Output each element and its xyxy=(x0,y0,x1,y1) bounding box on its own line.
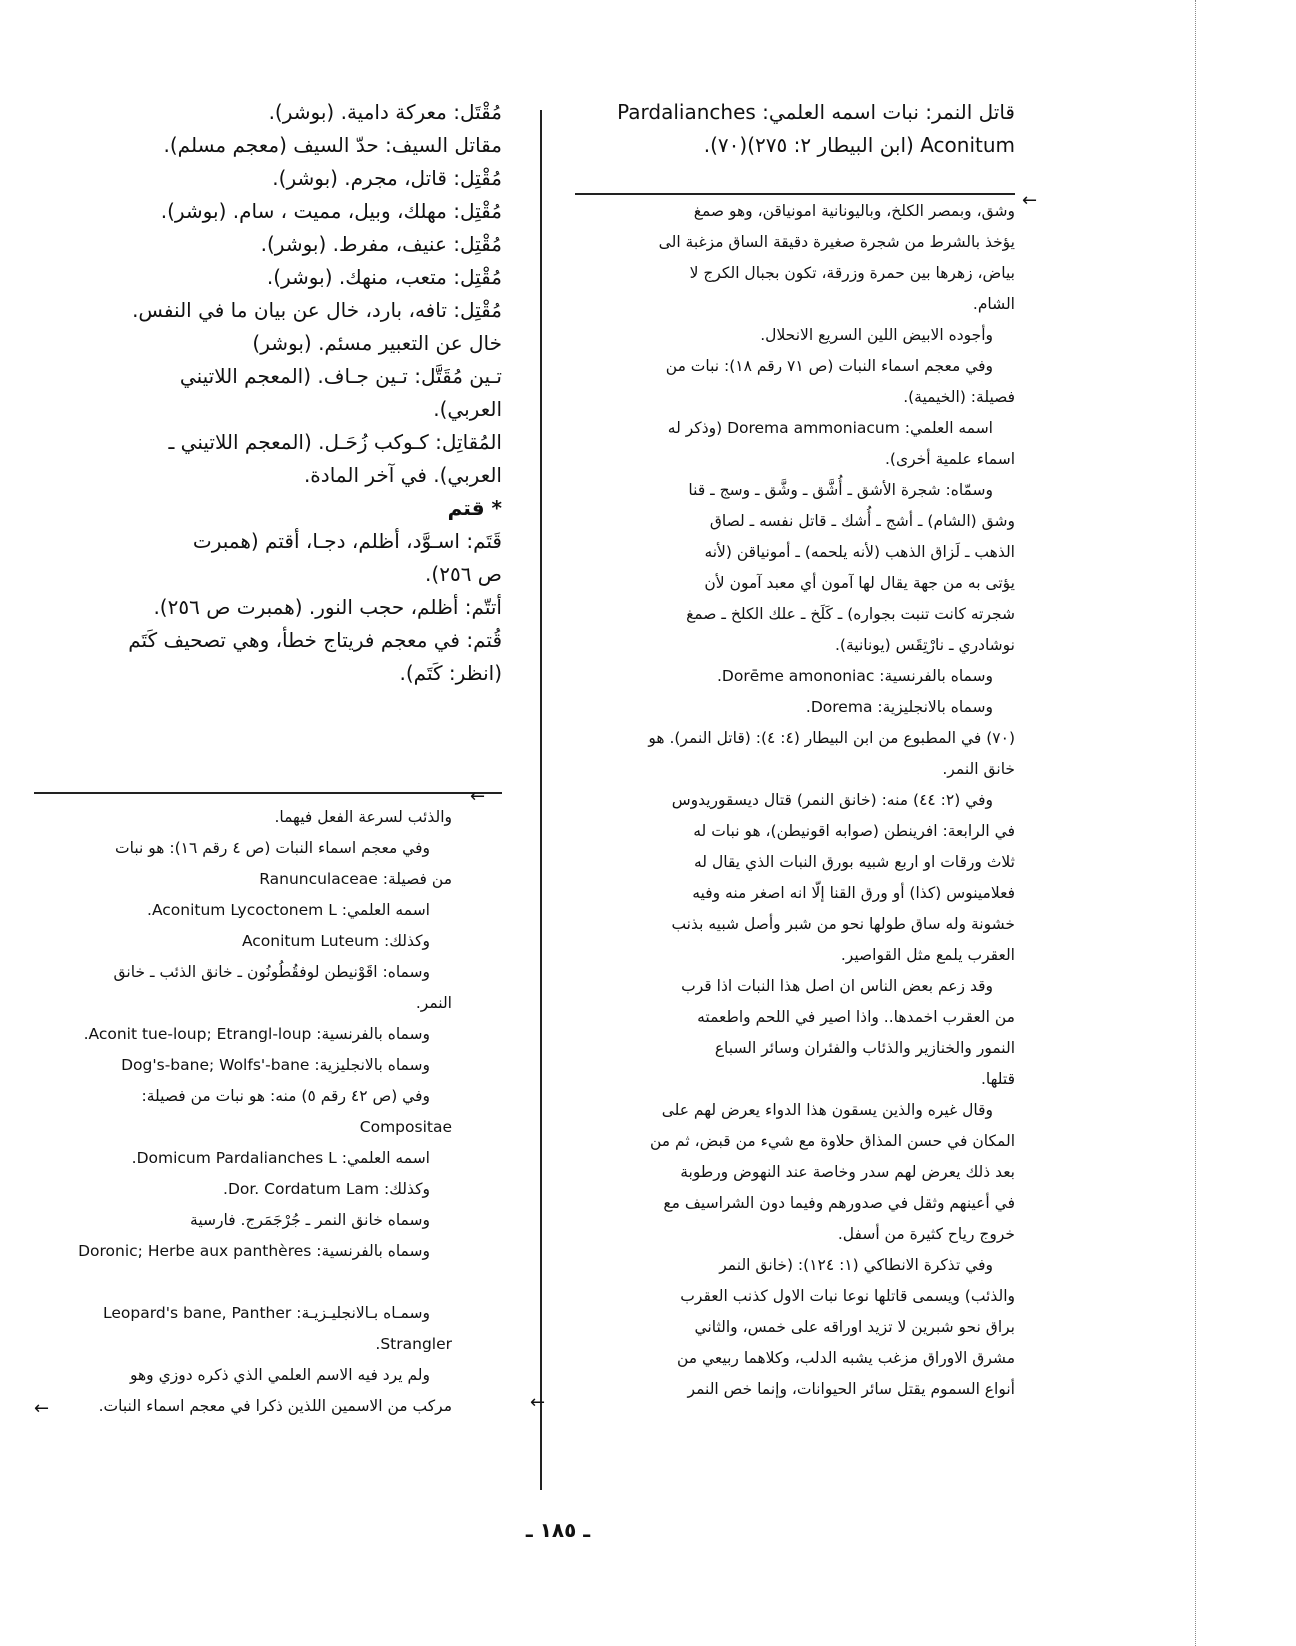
footnote-line: وسماه بالفرنسية: Doronic; Herbe aux panthères xyxy=(78,1242,430,1260)
left-column-main xyxy=(62,96,502,690)
footnote-line: في الرابعة: افرينطن (صوابه اقونيطن)، هو نبات له xyxy=(693,822,1015,840)
dict-entry: أتتّم: أظلم، حجب النور. (همبرت ص ٢٥٦). xyxy=(153,595,502,619)
footnote-line: بياض، زهرها بين حمرة وزرقة، تكون بجبال الكرج لا xyxy=(689,264,1015,282)
footnote-line: وسماه خانق النمر ـ جُرْجَمَرج. فارسية xyxy=(190,1211,430,1229)
dict-entry: ص ٢٥٦). xyxy=(425,562,502,586)
dict-entry: خال عن التعبير مسئم. (بوشر) xyxy=(252,331,502,355)
footnote-line: وقد زعم بعض الناس ان اصل هذا النبات اذا قرب xyxy=(681,977,993,995)
footnote-rule-right xyxy=(575,193,1015,195)
page-number: ـ ١٨٥ ـ xyxy=(525,1518,591,1542)
right-column-footnotes xyxy=(555,196,1015,1405)
continuation-arrow-icon: ← xyxy=(1022,190,1038,211)
entry-qatil-alnamir: قاتل النمر: نبات اسمه العلمي: Pardalianches xyxy=(617,100,1015,124)
dict-entry: قَتَم: اسـوَّد، أظلم، دجـا، أقتم (همبرت xyxy=(192,529,502,553)
footnote-line: وفي تذكرة الانطاكي (١: ١٢٤): (خانق النمر xyxy=(719,1256,993,1274)
footnote-line: والذئب لسرعة الفعل فيهما. xyxy=(274,808,452,826)
footnote-line: اسماء علمية أخرى). xyxy=(885,450,1015,468)
dict-entry: مُقْتِل: تافه، بارد، خال عن بيان ما في النفس. xyxy=(132,298,502,322)
footnote-rule-left xyxy=(34,792,502,794)
footnote-line: وفي (٢: ٤٤) منه: (خانق النمر) قتال ديسقوريدوس xyxy=(671,791,993,809)
footnote-line: خشونة وله ساق طولها نحو من شبر وأصل شبيه بذنب xyxy=(671,915,1015,933)
footnote-line: وشق (الشام) ـ أشج ـ أُشك ـ قاتل نفسه ـ لصاق xyxy=(709,512,1015,530)
footnote-line: الذهب ـ لَزاق الذهب (لأنه يلحمه) ـ أمونياقن (لأنه xyxy=(704,543,1015,561)
footnote-line: وسماه: اقَوْنيطن لوفقُطُونُون ـ خانق الذئب ـ خانق xyxy=(113,963,430,981)
continuation-arrow-icon: ← xyxy=(470,786,486,807)
footnote-line: النمر. xyxy=(415,994,452,1012)
entry-qatil-alnamir-cont: Aconitum (ابن البيطار ٢: ٢٧٥)(٧٠). xyxy=(703,133,1015,157)
footnote-line: وقال غيره والذين يسقون هذا الدواء يعرض لهم على xyxy=(661,1101,993,1119)
dict-entry: مُقْتِل: قاتل، مجرم. (بوشر). xyxy=(272,166,502,190)
dict-entry: قُتم: في معجم فريتاج خطأ، وهي تصحيف كَتَم xyxy=(128,628,502,652)
footnote-line: وسماه بالانجليزية: Dog's-bane; Wolfs'-bane xyxy=(121,1056,430,1074)
footnote-line: وفي معجم اسماء النبات (ص ٧١ رقم ١٨): نبات من xyxy=(665,357,993,375)
dict-entry: العربي). في آخر المادة. xyxy=(303,463,502,487)
footnote-line: من فصيلة: Ranunculaceae xyxy=(259,870,452,888)
dict-entry: مُقْتِل: مهلك، وبيل، مميت ، سام. (بوشر). xyxy=(160,199,502,223)
footnote-line: Strangler. xyxy=(375,1335,452,1353)
footnote-line: وسمـاه بـالانجليـزيـة: Leopard's bane, Panther xyxy=(103,1304,430,1322)
dict-entry: تـين مُقَتَّل: تـين جـاف. (المعجم اللاتيني xyxy=(179,364,502,388)
footnote-line: في أعينهم وثقل في صدورهم وفيما دون الشراسيف مع xyxy=(663,1194,1015,1212)
footnote-line: يؤخذ بالشرط من شجرة صغيرة دقيقة الساق مزغبة الى xyxy=(658,233,1015,251)
right-column-main xyxy=(555,96,1015,162)
footnote-line: النمور والخنازير والذئاب والفئران وسائر السباع xyxy=(714,1039,1015,1057)
footnote-line: ثلاث ورقات او اربع شبيه بورق النبات الذي يقال له xyxy=(694,853,1015,871)
footnote-line: براق نحو شبرين لا تزيد اوراقه على خمس، والثاني xyxy=(694,1318,1015,1336)
footnote-line: المكان في حسن المذاق حلاوة مع شيء من قبض، ثم من xyxy=(649,1132,1015,1150)
footnote-line: اسمه العلمي: Domicum Pardalianches L. xyxy=(131,1149,430,1167)
footnote-line: اسمه العلمي: Aconitum Lycoctonem L. xyxy=(147,901,430,919)
footnote-line: وأجوده الابيض اللين السريع الانحلال. xyxy=(760,326,993,344)
footnote-line: وسماه بالفرنسية: Dorēme amononiac. xyxy=(716,667,993,685)
dict-entry: العربي). xyxy=(433,397,502,421)
root-heading: * قتم xyxy=(447,496,502,520)
footnote-70: (٧٠) في المطبوع من ابن البيطار (٤: ٤): (قاتل النمر). هو xyxy=(648,729,1015,747)
footnote-line: خروج رياح كثيرة من أسفل. xyxy=(837,1225,1015,1243)
dict-entry: مُقْتِل: متعب، منهك. (بوشر). xyxy=(266,265,502,289)
footnote-line: والذئب) ويسمى قاتلها نوعا نبات الاول كذنب العقرب xyxy=(680,1287,1015,1305)
footnote-line: وكذلك: Aconitum Luteum xyxy=(241,932,430,950)
footnote-line: وسماه بالفرنسية: Aconit tue-loup; Etrangl-loup. xyxy=(83,1025,430,1043)
footnote-line: وشق، وبمصر الكلخ، وباليونانية امونياقن، وهو صمغ xyxy=(693,202,1015,220)
footnote-line: وفي معجم اسماء النبات (ص ٤ رقم ١٦): هو نبات xyxy=(115,839,430,857)
footnote-line: وكذلك: Dor. Cordatum Lam. xyxy=(223,1180,430,1198)
footnote-line: فصيلة: (الخيمية). xyxy=(903,388,1015,406)
scan-edge-mark xyxy=(1194,0,1196,1646)
column-divider xyxy=(540,110,542,1490)
footnote-line: خانق النمر. xyxy=(942,760,1015,778)
continuation-arrow-icon: ← xyxy=(34,1398,50,1419)
dict-entry: مُقْتَل: معركة دامية. (بوشر). xyxy=(268,100,502,124)
footnote-line: وسمّاه: شجرة الأشق ـ أُشَّق ـ وشَّق ـ وسج ـ قنا xyxy=(688,481,993,499)
footnote-line: الشام. xyxy=(972,295,1015,313)
footnote-line: ولم يرد فيه الاسم العلمي الذي ذكره دوزي وهو xyxy=(130,1366,430,1384)
footnote-line: العقرب يلمع مثل القواصير. xyxy=(840,946,1015,964)
footnote-line: أنواع السموم يقتل سائر الحيوانات، وإنما خص النمر xyxy=(687,1380,1015,1398)
dict-entry: المُقاتِل: كـوكب زُحَـل. (المعجم اللاتيني ـ xyxy=(168,430,502,454)
footnote-line: اسمه العلمي: Dorema ammoniacum (وذكر له xyxy=(667,419,993,437)
footnote-line: قتلها. xyxy=(980,1070,1015,1088)
footnote-line: نوشادري ـ نارْتِقَس (يونانية). xyxy=(835,636,1015,654)
footnote-line: بعد ذلك يعرض لهم سدر وخاصة عند النهوض ورطوبة xyxy=(680,1163,1015,1181)
footnote-line: فعلامينوس (كذا) أو ورق القنا إلّا انه اصغر منه وفيه xyxy=(692,884,1015,902)
footnote-line: وفي (ص ٤٢ رقم ٥) منه: هو نبات من فصيلة: xyxy=(141,1087,430,1105)
continuation-arrow-icon: ← xyxy=(530,1392,546,1413)
footnote-line: شجرته كانت تنبت بجواره) ـ كَلَخ ـ علك الكلخ ـ صمغ xyxy=(686,605,1015,623)
footnote-line: وسماه بالانجليزية: Dorema. xyxy=(805,698,993,716)
footnote-spacer xyxy=(62,1267,452,1298)
footnote-line: من العقرب اخمدها.. واذا اصير في اللحم واطعمته xyxy=(697,1008,1015,1026)
footnote-line: Compositae xyxy=(359,1118,452,1136)
dict-entry: (انظر: كَتَم). xyxy=(399,661,502,685)
dict-entry: مقاتل السيف: حدّ السيف (معجم مسلم). xyxy=(163,133,502,157)
dict-entry: مُقْتِل: عنيف، مفرط. (بوشر). xyxy=(260,232,502,256)
footnote-line: يؤتى به من جهة يقال لها آمون أي معبد آمون لأن xyxy=(704,574,1015,592)
footnote-line: مركب من الاسمين اللذين ذكرا في معجم اسماء النبات. xyxy=(98,1397,452,1415)
left-column-footnotes xyxy=(62,802,452,1422)
footnote-line: مشرق الاوراق مزغب يشبه الدلب، وكلاهما ربيعي من xyxy=(676,1349,1015,1367)
